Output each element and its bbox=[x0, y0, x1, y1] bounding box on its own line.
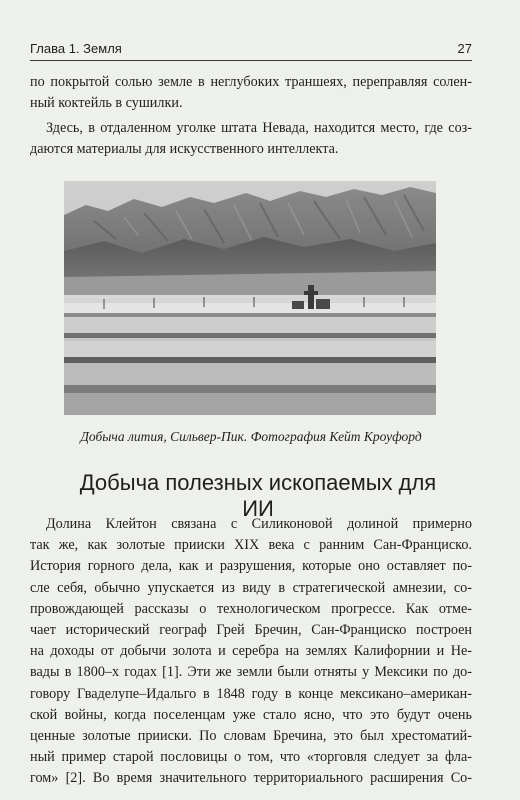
text-line: на доходы от добычи золота и серебра на землях Калифорнии и Не- bbox=[30, 643, 472, 660]
text-line: ской войны, когда поселенцам уже стало ясно, что это будут очень bbox=[30, 706, 472, 723]
text-line: ный коктейль в сушилки. bbox=[30, 95, 183, 112]
page-number: 27 bbox=[457, 41, 472, 56]
text-line: Долина Клейтон связана с Силиконовой долиной примерно bbox=[46, 516, 472, 532]
intro-paragraph bbox=[30, 72, 472, 114]
text-line: Здесь, в отдаленном уголке штата Невада, находится место, где соз- bbox=[46, 120, 472, 136]
text-line: провождающей рассказы о технологическом прогрессе. Как отме- bbox=[30, 600, 472, 617]
text-line: так же, как золотые прииски XIX века с ранним Сан-Франциско. bbox=[30, 537, 472, 554]
section-heading: Добыча полезных ископаемых для ИИ bbox=[79, 470, 437, 521]
text-line: по покрытой солью земле в неглубоких траншеях, переправляя солен- bbox=[30, 74, 472, 90]
text-line: ный пример старой пословицы о том, что «торговля следует за фла- bbox=[30, 749, 472, 766]
text-line: даются материалы для искусственного интеллекта. bbox=[30, 141, 339, 158]
text-line: ценные золотые прииски. По словам Бречина, это был хрестоматий- bbox=[30, 728, 472, 745]
text-line: История горного дела, как и разрушения, которые оно оставляет по- bbox=[30, 558, 472, 575]
figure-caption: Добыча лития, Сильвер-Пик. Фотография Кейт Кроуфорд bbox=[80, 429, 422, 444]
text-line: чает исторический географ Грей Бречин, Сан-Франциско построен bbox=[30, 622, 472, 639]
lithium-mine-photo bbox=[64, 181, 436, 415]
text-line: сле себя, обычно упускается из виду в стратегической амнезии, со- bbox=[30, 579, 472, 596]
running-header bbox=[30, 36, 472, 61]
section-paragraph bbox=[30, 514, 472, 790]
body-paragraph bbox=[30, 118, 472, 160]
text-line: вады в 1800–х годах [1]. Эти же земли были отняты у Мексики по до- bbox=[30, 664, 472, 681]
text-line: гом» [2]. Во время значительного территориального расширения Со- bbox=[30, 770, 472, 787]
text-line: говору Гваделупе–Идальго в 1848 году в конце мексикано–американ- bbox=[30, 685, 472, 702]
chapter-title: Глава 1. Земля bbox=[30, 41, 122, 56]
